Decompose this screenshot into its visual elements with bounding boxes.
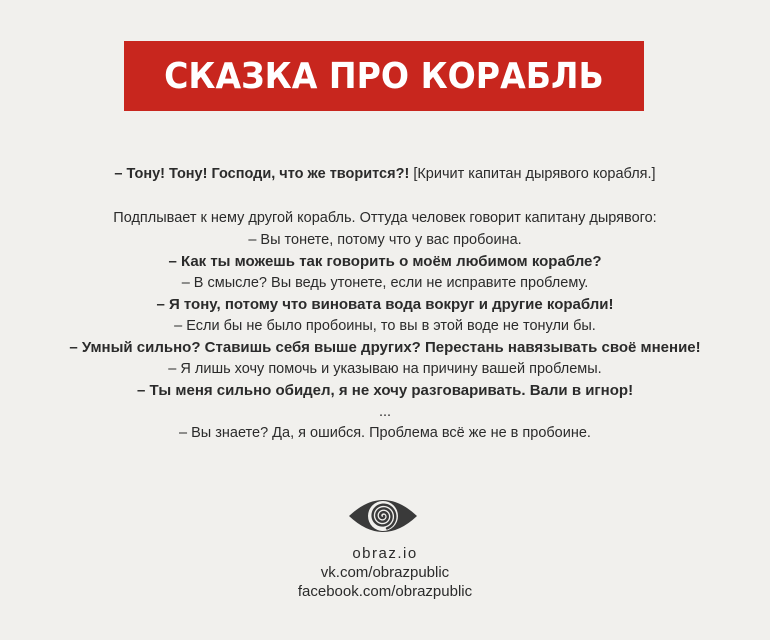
story-line: ... bbox=[378, 403, 392, 420]
intro-line bbox=[0, 166, 770, 182]
footer-site[interactable]: obraz.io bbox=[352, 545, 418, 562]
eye-spiral-icon bbox=[347, 494, 419, 538]
story-line: – Как ты можешь так говорить о моём любимом корабле? bbox=[168, 253, 602, 270]
story-line: – Вы тонете, потому что у вас пробоина. bbox=[248, 231, 522, 248]
intro-shout: – Тону! Тону! Господи, что же творится?! bbox=[114, 166, 410, 182]
footer bbox=[0, 544, 770, 601]
title-banner bbox=[124, 41, 644, 111]
footer-vk-link[interactable]: vk.com/obrazpublic bbox=[320, 564, 450, 581]
story-line: – Если бы не было пробоины, то вы в этой воде не тонули бы. bbox=[174, 317, 596, 334]
story-line: – Вы знаете? Да, я ошибся. Проблема всё же не в пробоине. bbox=[179, 425, 591, 441]
story-line: Подплывает к нему другой корабль. Оттуда человек говорит капитану дырявого: bbox=[113, 210, 657, 226]
intro-note: [Кричит капитан дырявого корабля.] bbox=[413, 166, 656, 182]
footer-facebook-link[interactable]: facebook.com/obrazpublic bbox=[297, 583, 473, 600]
story-line: – Я тону, потому что виновата вода вокруг и другие корабли! bbox=[156, 296, 614, 313]
story-line: – Ты меня сильно обидел, я не хочу разговаривать. Вали в игнор! bbox=[136, 382, 634, 399]
story-line: – Умный сильно? Ставишь себя выше других? Перестань навязывать своё мнение! bbox=[69, 339, 701, 356]
story-text bbox=[0, 208, 770, 445]
story-line: – Я лишь хочу помочь и указываю на причину вашей проблемы. bbox=[168, 360, 602, 377]
story-line: – В смысле? Вы ведь утонете, если не исправите проблему. bbox=[181, 274, 589, 291]
page-title: СКАЗКА ПРО КОРАБЛЬ bbox=[164, 55, 604, 97]
